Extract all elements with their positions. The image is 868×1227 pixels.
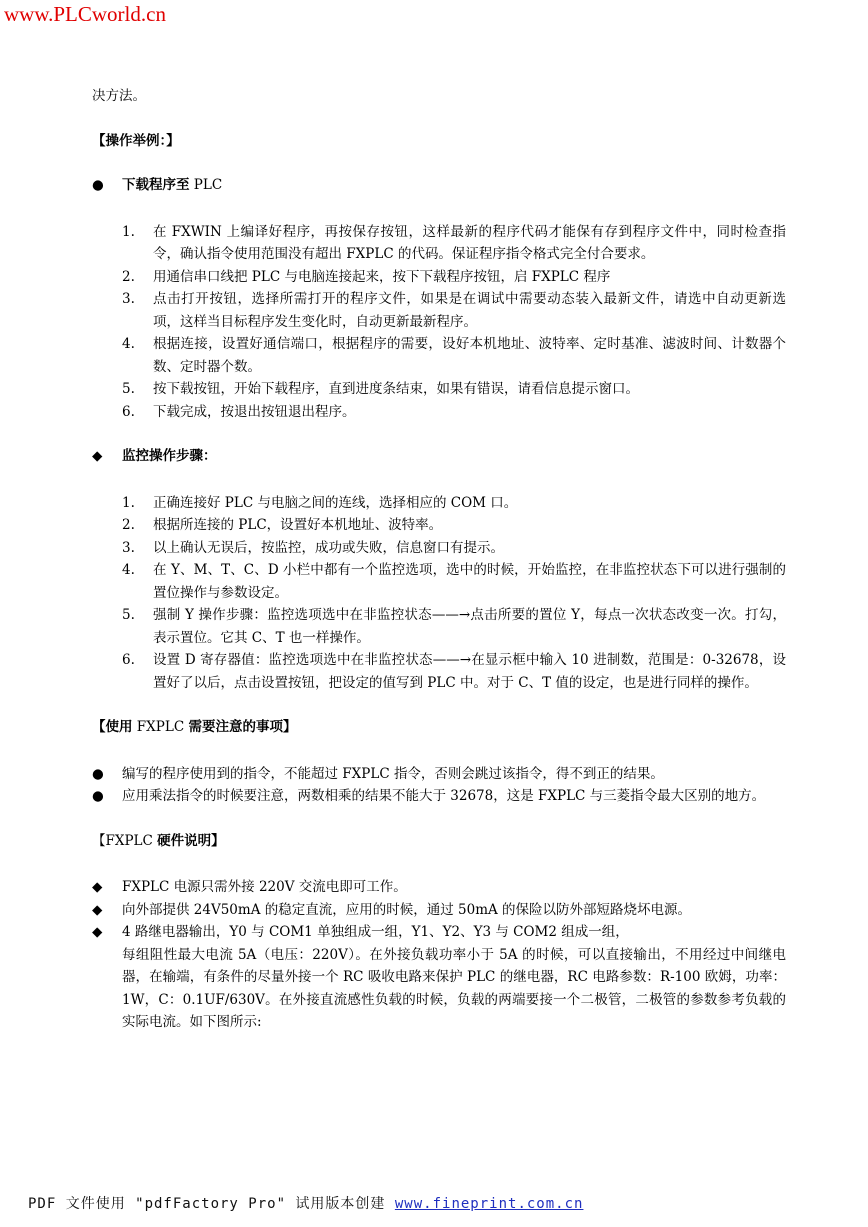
- list-item: ◆ FXPLC 电源只需外接 220V 交流电即可工作。: [92, 876, 786, 899]
- download-title-rest: PLC: [189, 177, 223, 193]
- list-item: ● 编写的程序使用到的指令，不能超过 FXPLC 指令，否则会跳过该指令，得不到正的结果。: [92, 763, 786, 786]
- section-heading-hardware: 【FXPLC 硬件说明】: [92, 832, 225, 849]
- monitor-heading: [92, 445, 786, 468]
- bullet-diamond-icon: ◆: [92, 879, 103, 895]
- list-item: ◆ 向外部提供 24V50mA 的稳定直流，应用的时候，通过 50mA 的保险以防外部短路烧坏电源。: [92, 899, 786, 922]
- list-item: 1. 在 FXWIN 上编译好程序，再按保存按钮，这样最新的程序代码才能保有存到程序文件中，同时检查指令，确认指令使用范围没有超出 FXPLC 的代码。保证程序指令格式完全付合要求。: [122, 223, 786, 262]
- list-item: 1. 正确连接好 PLC 与电脑之间的连线，选择相应的 COM 口。: [122, 494, 518, 511]
- section-heading-notes: 【使用 FXPLC 需要注意的事项】: [92, 719, 297, 735]
- pdf-footer: [28, 1193, 583, 1213]
- download-steps-list: [92, 221, 786, 424]
- bullet-diamond-icon: ◆: [92, 901, 103, 918]
- list-item: ◆ 4 路继电器输出，Y0 与 COM1 单独组成一组，Y1、Y2、Y3 与 COM2 组成一组，: [92, 921, 786, 944]
- document-body: [92, 85, 786, 1034]
- download-heading: [92, 174, 786, 197]
- list-item: 6. 设置 D 寄存器值：监控选项选中在非监控状态——→在显示框中输入 10 进制数，范围是：0-32678，设置好了以后，点击设置按钮，把设定的值写到 PLC 中。对于 C、T 值的设定，也是进行同样的操作。: [122, 652, 786, 691]
- monitor-title: 监控操作步骤：: [122, 448, 217, 464]
- hardware-list: [92, 876, 786, 1034]
- bullet-diamond-icon: ◆: [92, 448, 103, 464]
- list-item: 6. 下载完成，按退出按钮退出程序。: [122, 403, 356, 420]
- bullet-diamond-icon: ◆: [92, 924, 103, 940]
- bullet-dot-icon: ●: [92, 177, 104, 193]
- list-item: 3. 点击打开按钮，选择所需打开的程序文件，如果是在调试中需要动态装入最新文件，请选中自动更新选项，这样当目标程序发生变化时，自动更新最新程序。: [122, 291, 786, 330]
- list-item: 2. 根据所连接的 PLC，设置好本机地址、波特率。: [122, 517, 443, 533]
- notes-list: [92, 763, 786, 808]
- list-item: 4. 在 Y、M、T、C、D 小栏中都有一个监控选项，选中的时候，开始监控，在非监控状态下可以进行强制的置位操作与参数设定。: [122, 562, 786, 601]
- list-item: 5. 按下载按钮，开始下载程序，直到进度条结束，如果有错误，请看信息提示窗口。: [122, 381, 639, 397]
- bullet-dot-icon: ●: [92, 765, 104, 782]
- relay-continuation-text: 每组阻性最大电流 5A（电压：220V）。在外接负载功率小于 5A 的时候，可以直接输出，不用经过中间继电器，在输端，有条件的尽量外接一个 RC 吸收电路来保护 PLC 的继电器，RC 电路参数：R-100 欧姆，功率：1W，C：0.1UF/630V。在外接直流感性负载的时候，负载的两端要接一个二极管，二极管的参数参考负载的实际电流。如下图所示:: [122, 946, 786, 1030]
- download-title-bold: 下载程序至: [122, 177, 190, 193]
- bullet-dot-icon: ●: [92, 788, 104, 804]
- list-item: ● 应用乘法指令的时候要注意，两数相乘的结果不能大于 32678，这是 FXPLC 与三菱指令最大区别的地方。: [92, 785, 786, 808]
- list-item: 4. 根据连接，设置好通信端口，根据程序的需要，设好本机地址、波特率、定时基准、滤波时间、计数器个数、定时器个数。: [122, 336, 786, 375]
- list-item: 3. 以上确认无误后，按监控，成功或失败，信息窗口有提示。: [122, 539, 504, 556]
- section-heading-examples: 【操作举例：】: [92, 132, 180, 149]
- site-link[interactable]: www.PLCworld.cn: [4, 2, 166, 26]
- footer-link[interactable]: www.fineprint.com.cn: [394, 1196, 584, 1212]
- intro-text: 决方法。: [92, 88, 146, 104]
- footer-text: PDF 文件使用 "pdfFactory Pro" 试用版本创建: [28, 1196, 395, 1212]
- monitor-steps-list: [92, 492, 786, 695]
- list-item: 2. 用通信串口线把 PLC 与电脑连接起来，按下下载程序按钮，启 FXPLC 程序: [122, 268, 611, 285]
- list-item: 5. 强制 Y 操作步骤：监控选项选中在非监控状态——→点击所要的置位 Y，每点一次状态改变一次。打勾，表示置位。它其 C、T 也一样操作。: [122, 607, 786, 646]
